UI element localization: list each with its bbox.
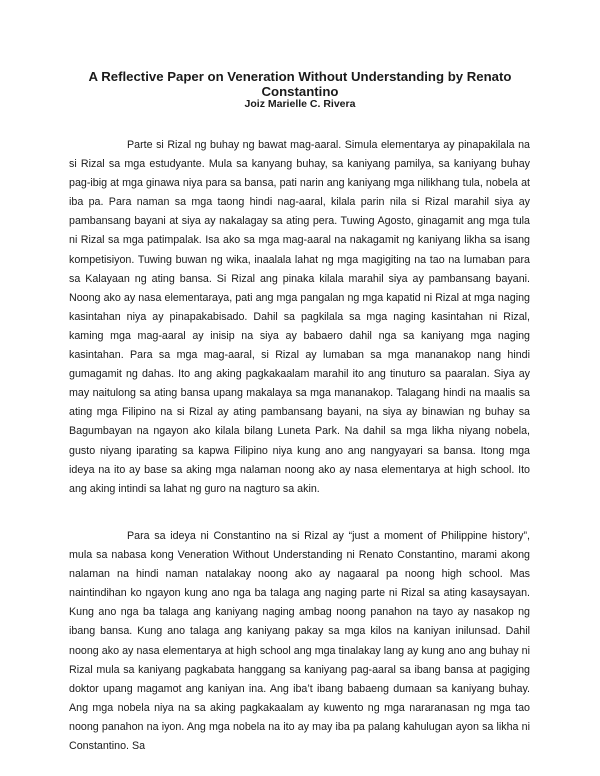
body-paragraph: Para sa ideya ni Constantino na si Rizal ay “just a moment of Philippine history”, mula sa nabasa kong Veneration Without Understanding ni Renato Constantino, marami akong nalaman na hindi naman natalakay noong ako ay nagaaral pa noong high school. Mas naintindihan ko ngayon kung ano nga ba talaga ang naging parte ni Rizal sa ating kasaysayan. Kung ano nga ba talaga ang kaniyang naging ambag noong panahon na tayo ay nasakop ng ibang bansa. Kung ano talaga ang kaniyang pakay sa mga kilos na kaniyan inilunsad. Dahil noong ako ay nasa elementarya at high school ang mga tinalakay lang ay kung ano ang buhay ni Rizal mula sa kaniyang pagkabata hanggang sa kaniyang pag-aaral sa ibang bansa at pagiging doktor upang magamot ang kaniyan ina. Ang iba’t ibang babaeng dumaan sa kaniyang buhay. Ang mga nobela niya na sa aking pagkakaalam ay kuwento ng mga nararanasan ng mga tao noong panahon na iyon. Ang mga nobela na ito ay may iba pa palang kahulugan ayon sa likha ni Constantino. Sa: [69, 530, 530, 753]
paper-title: A Reflective Paper on Veneration Without Understanding by Renato Constantino: [88, 69, 512, 99]
body-paragraph: Parte si Rizal ng buhay ng bawat mag-aaral. Simula elementarya ay pinapakilala na si Rizal sa mga estudyante. Mula sa kanyang buhay, sa kaniyang pamilya, sa kaniyang buhay pag-ibig at mga ginawa niya para sa bansa, pati narin ang kaniyang mga nilikhang tula, nobela at iba pa. Para naman sa mga taong hindi nag-aaral, kilala parin nila si Rizal marahil siya ay pambansang bayani at siya ay nakalagay sa ating pera. Tuwing Agosto, ginagamit ang mga tula ni Rizal sa mga patimpalak. Isa ako sa mga mag-aaral na nakagamit ng kaniyang likha sa isang kompetisiyon. Tuwing buwan ng wika, inaalala lahat ng mga magigiting na tao na lumaban para sa Kalayaan ng ating bansa. Si Rizal ang pinaka kilala marahil siya ay pambansang bayani. Noong ako ay nasa elementaraya, pati ang mga pangalan ng mga kapatid ni Rizal at mga naging kasintahan niya ay pinapakabisado. Dahil sa pagkilala sa mga naging kasintahan ni Rizal, kaming mga mag-aaral ay inisip na siya ay babaero dahil nga sa kaniyang mga naging kasintahan. Para sa mga mag-aaral, si Rizal ay lumaban sa mga mananakop nang hindi gumagamit ng dahas. Ito ang aking pagkakaalam marahil ito ang tinuturo sa paaralan. Siya ay may naitulong sa ating bansa upang makalaya sa mga mananakop. Talagang hindi na maalis sa ating mga Filipino na si Rizal ay ating pambansang bayani, na siya ay binawian ng buhay sa Bagumbayan na ngayon ako kilala bilang Luneta Park. Na dahil sa mga likha niyang nobela, gusto niyang iparating sa kapwa Filipino niya kung ano ang nangyayari sa bansa. Itong mga ideya na ito ay base sa aking mga nalaman noong ako ay nasa elementarya at high school. Ito ang aking intindi sa lahat ng guro na nagturo sa akin.: [69, 139, 530, 495]
author-name: Joiz Marielle C. Rivera: [244, 98, 356, 110]
